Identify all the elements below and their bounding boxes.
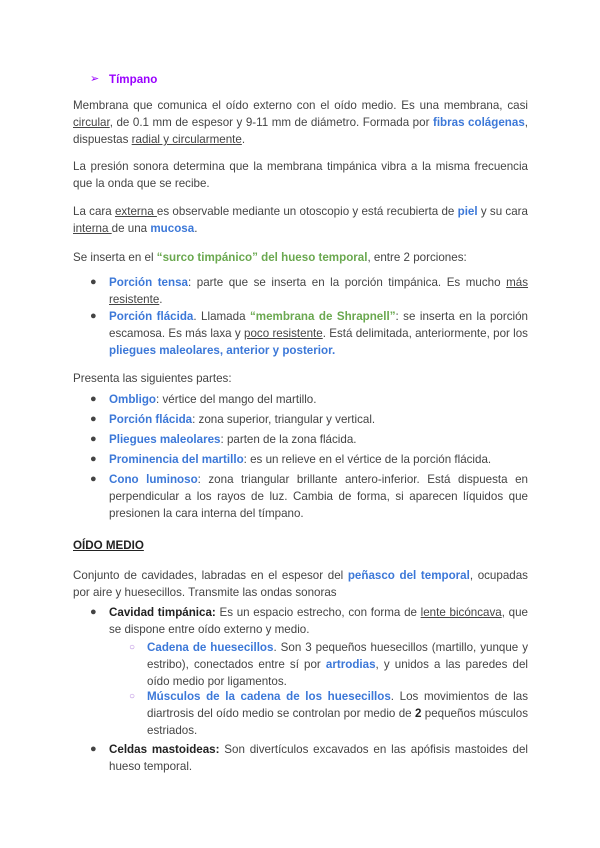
- list-item-porcion-tensa: Porción tensa: parte que se inserta en la porción timpánica. Es mucho más resistente.: [109, 276, 529, 306]
- paragraph-partes: Presenta las siguientes partes:: [73, 372, 232, 385]
- arrow-bullet-icon: ➢: [90, 73, 100, 85]
- sublist-item-musculos: Músculos de la cadena de los huesecillos. Los movimientos de las diartrosis del oído medio se controlan por medio de 2 pequeños músculos estriados.: [147, 690, 529, 737]
- paragraph-presion: La presión sonora determina que la membrana timpánica vibra a la misma frecuencia que la onda que se recibe.: [73, 160, 528, 190]
- list-item-ombligo: Ombligo: vértice del mango del martillo.: [109, 393, 317, 406]
- list-item-pliegues: Pliegues maleolares: parten de la zona flácida.: [109, 433, 357, 446]
- paragraph-conjunto: Conjunto de cavidades, labradas en el espesor del peñasco del temporal, ocupadas por aire y huesecillos. Transmite las ondas sonoras: [73, 569, 528, 599]
- bullet-icon: ●: [90, 433, 97, 445]
- section-heading-oido-medio: OÍDO MEDIO: [73, 539, 144, 552]
- circle-bullet-icon: ○: [129, 691, 136, 702]
- bullet-icon: ●: [90, 743, 97, 755]
- bullet-icon: ●: [90, 310, 97, 322]
- list-item-cavidad-timpanica: Cavidad timpánica: Es un espacio estrecho, con forma de lente bicóncava, que se dispone entre oído externo y medio.: [109, 606, 528, 636]
- list-item-celdas-mastoideas: Celdas mastoideas: Son divertículos excavados en las apófisis mastoides del hueso temporal.: [109, 743, 528, 773]
- bullet-icon: ●: [90, 393, 97, 405]
- paragraph-membrana: Membrana que comunica el oído externo con el oído medio. Es una membrana, casi circular, de 0.1 mm de espesor y 9-11 mm de diámetro. Formada por fibras colágenas, dispuestas radial y circularmente.: [73, 99, 528, 146]
- bullet-icon: ●: [90, 606, 97, 618]
- paragraph-inserta: Se inserta en el “surco timpánico” del hueso temporal, entre 2 porciones:: [73, 251, 467, 264]
- paragraph-cara: La cara externa es observable mediante un otoscopio y está recubierta de piel y su cara interna de una mucosa.: [73, 205, 528, 235]
- sublist-item-cadena: Cadena de huesecillos. Son 3 pequeños huesecillos (martillo, yunque y estribo), conectados entre sí por artrodias, y unidos a las paredes del oído medio por ligamentos.: [147, 641, 528, 688]
- list-item-prominencia: Prominencia del martillo: es un relieve en el vértice de la porción flácida.: [109, 453, 492, 466]
- list-item-cono-luminoso: Cono luminoso: zona triangular brillante antero-inferior. Está dispuesta en perpendicular a los rayos de luz. Cambia de forma, si aparecen líquidos que presionen la cara interna del tímpano.: [109, 473, 528, 520]
- circle-bullet-icon: ○: [129, 642, 136, 653]
- list-item-porcion-flacida-parte: Porción flácida: zona superior, triangular y vertical.: [109, 413, 376, 426]
- bullet-icon: ●: [90, 473, 97, 485]
- section-title-timpano: Tímpano: [109, 73, 158, 86]
- bullet-icon: ●: [90, 276, 97, 288]
- bullet-icon: ●: [90, 453, 97, 465]
- list-item-porcion-flacida: Porción flácida. Llamada “membrana de Shrapnell”: se inserta en la porción escamosa. Es más laxa y poco resistente. Está delimitada, anteriormente, por los pliegues maleolares, anterior y posterior.: [109, 310, 529, 357]
- bullet-icon: ●: [90, 413, 97, 425]
